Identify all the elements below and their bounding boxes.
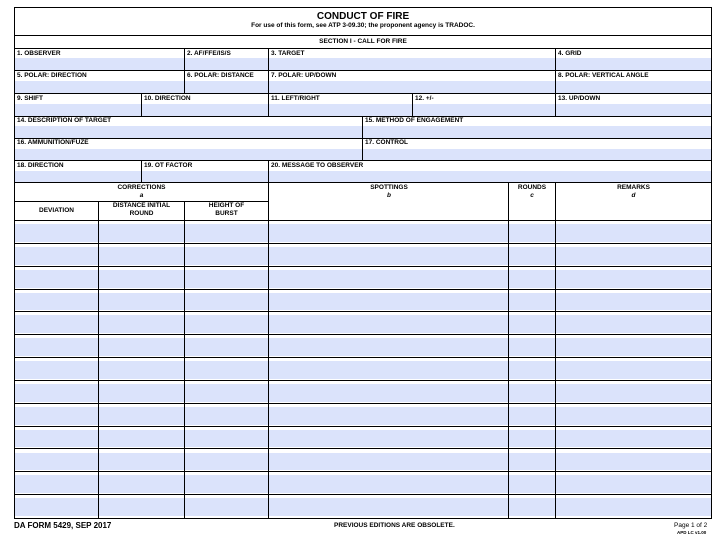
divider bbox=[15, 266, 711, 267]
height-header-line2: BURST bbox=[215, 210, 238, 217]
polar-direction-label: 5. POLAR: DIRECTION bbox=[17, 72, 87, 79]
table-row bbox=[15, 266, 711, 289]
distance-cell[interactable] bbox=[99, 247, 184, 265]
rounds-cell[interactable] bbox=[509, 270, 555, 288]
deviation-header: DEVIATION bbox=[39, 207, 74, 214]
direction-18-input[interactable] bbox=[15, 171, 141, 182]
spottings-cell[interactable] bbox=[269, 430, 508, 448]
distance-cell[interactable] bbox=[99, 475, 184, 493]
target-label: 3. TARGET bbox=[271, 50, 305, 57]
height-cell[interactable] bbox=[185, 315, 268, 333]
ammunition-fuze-input[interactable] bbox=[15, 149, 362, 160]
deviation-cell[interactable] bbox=[15, 453, 98, 471]
divider bbox=[141, 160, 142, 182]
deviation-cell[interactable] bbox=[15, 224, 98, 242]
distance-cell[interactable] bbox=[99, 498, 184, 516]
ot-factor-label: 19. OT FACTOR bbox=[144, 162, 193, 169]
remarks-letter: d bbox=[631, 192, 636, 199]
spottings-cell[interactable] bbox=[269, 293, 508, 311]
message-to-observer-label: 20. MESSAGE TO OBSERVER bbox=[271, 162, 364, 169]
page-number: Page 1 of 2 bbox=[674, 522, 708, 529]
observer-label: 1. OBSERVER bbox=[17, 50, 61, 57]
table-row bbox=[15, 334, 711, 357]
distance-cell[interactable] bbox=[99, 361, 184, 379]
message-to-observer-input[interactable] bbox=[269, 171, 711, 182]
divider bbox=[15, 48, 711, 49]
spottings-cell[interactable] bbox=[269, 361, 508, 379]
remarks-cell[interactable] bbox=[556, 384, 711, 402]
spottings-cell[interactable] bbox=[269, 453, 508, 471]
direction-18-label: 18. DIRECTION bbox=[17, 162, 64, 169]
rounds-cell[interactable] bbox=[509, 224, 555, 242]
plus-minus-input[interactable] bbox=[413, 104, 555, 116]
table-row bbox=[15, 220, 711, 243]
divider bbox=[555, 48, 556, 70]
spottings-cell[interactable] bbox=[269, 475, 508, 493]
divider bbox=[15, 334, 711, 335]
rounds-cell[interactable] bbox=[509, 293, 555, 311]
rounds-letter: c bbox=[530, 192, 534, 199]
deviation-cell[interactable] bbox=[15, 498, 98, 516]
divider bbox=[268, 160, 269, 182]
table-row bbox=[15, 243, 711, 266]
target-input[interactable] bbox=[269, 58, 555, 70]
deviation-cell[interactable] bbox=[15, 270, 98, 288]
divider bbox=[15, 116, 711, 117]
height-cell[interactable] bbox=[185, 430, 268, 448]
polar-updown-input[interactable] bbox=[269, 81, 555, 93]
divider bbox=[141, 93, 142, 116]
distance-cell[interactable] bbox=[99, 338, 184, 356]
distance-cell[interactable] bbox=[99, 224, 184, 242]
form-title: CONDUCT OF FIRE bbox=[316, 11, 410, 22]
spottings-cell[interactable] bbox=[269, 498, 508, 516]
height-header-line1: HEIGHT OF bbox=[208, 202, 245, 209]
table-row bbox=[15, 403, 711, 426]
form-frame bbox=[14, 7, 712, 519]
table-row bbox=[15, 311, 711, 334]
left-right-label: 11. LEFT/RIGHT bbox=[271, 95, 320, 102]
remarks-header: REMARKS bbox=[617, 184, 650, 191]
rounds-cell[interactable] bbox=[509, 453, 555, 471]
remarks-cell[interactable] bbox=[556, 224, 711, 242]
spottings-cell[interactable] bbox=[269, 315, 508, 333]
spottings-cell[interactable] bbox=[269, 384, 508, 402]
remarks-cell[interactable] bbox=[556, 498, 711, 516]
table-row bbox=[15, 357, 711, 380]
divider bbox=[15, 243, 711, 244]
divider bbox=[555, 93, 556, 116]
divider bbox=[15, 380, 711, 381]
remarks-cell[interactable] bbox=[556, 453, 711, 471]
divider bbox=[15, 471, 711, 472]
divider bbox=[362, 138, 363, 160]
shift-label: 9. SHIFT bbox=[17, 95, 44, 102]
description-of-target-label: 14. DESCRIPTION OF TARGET bbox=[17, 117, 112, 124]
height-cell[interactable] bbox=[185, 407, 268, 425]
af-ffe-input[interactable] bbox=[185, 58, 268, 70]
distance-cell[interactable] bbox=[99, 384, 184, 402]
corrections-header: CORRECTIONS bbox=[117, 184, 166, 191]
method-of-engagement-label: 15. METHOD OF ENGAGEMENT bbox=[365, 117, 464, 124]
divider bbox=[412, 93, 413, 116]
distance-initial-round-header bbox=[99, 202, 184, 218]
rounds-header: ROUNDS bbox=[517, 184, 547, 191]
version-label: APD LC v1.00 bbox=[677, 530, 707, 535]
rounds-cell[interactable] bbox=[509, 361, 555, 379]
rounds-cell[interactable] bbox=[509, 430, 555, 448]
divider bbox=[15, 93, 711, 94]
divider bbox=[184, 70, 185, 93]
divider bbox=[15, 311, 711, 312]
height-cell[interactable] bbox=[185, 384, 268, 402]
updown-label: 13. UP/DOWN bbox=[558, 95, 601, 102]
divider bbox=[555, 70, 556, 93]
height-cell[interactable] bbox=[185, 224, 268, 242]
divider bbox=[15, 35, 711, 36]
table-row bbox=[15, 289, 711, 312]
form-number: DA FORM 5429, SEP 2017 bbox=[14, 521, 112, 530]
rounds-cell[interactable] bbox=[509, 247, 555, 265]
divider bbox=[15, 160, 711, 161]
remarks-cell[interactable] bbox=[556, 407, 711, 425]
remarks-cell[interactable] bbox=[556, 338, 711, 356]
remarks-cell[interactable] bbox=[556, 247, 711, 265]
deviation-cell[interactable] bbox=[15, 247, 98, 265]
section-header: SECTION I - CALL FOR FIRE bbox=[319, 38, 407, 45]
divider bbox=[15, 182, 711, 183]
divider bbox=[15, 289, 711, 290]
spottings-cell[interactable] bbox=[269, 270, 508, 288]
divider bbox=[15, 138, 711, 139]
left-right-input[interactable] bbox=[269, 104, 412, 116]
method-of-engagement-input[interactable] bbox=[363, 126, 711, 138]
divider bbox=[15, 448, 711, 449]
spottings-header: SPOTTINGS bbox=[370, 184, 408, 191]
deviation-cell[interactable] bbox=[15, 475, 98, 493]
remarks-cell[interactable] bbox=[556, 315, 711, 333]
rounds-cell[interactable] bbox=[509, 407, 555, 425]
table-row bbox=[15, 471, 711, 494]
divider bbox=[268, 70, 269, 93]
control-label: 17. CONTROL bbox=[365, 139, 408, 146]
direction-label: 10. DIRECTION bbox=[144, 95, 191, 102]
distance-header-line2: ROUND bbox=[129, 210, 154, 217]
spottings-cell[interactable] bbox=[269, 247, 508, 265]
plus-minus-label: 12. +/- bbox=[415, 95, 434, 102]
divider bbox=[268, 93, 269, 116]
height-cell[interactable] bbox=[185, 475, 268, 493]
divider bbox=[15, 70, 711, 71]
polar-distance-label: 6. POLAR: DISTANCE bbox=[187, 72, 254, 79]
spottings-letter: b bbox=[387, 192, 391, 199]
height-cell[interactable] bbox=[185, 498, 268, 516]
updown-input[interactable] bbox=[556, 104, 711, 116]
height-cell[interactable] bbox=[185, 361, 268, 379]
height-cell[interactable] bbox=[185, 270, 268, 288]
rounds-cell[interactable] bbox=[509, 384, 555, 402]
divider bbox=[184, 48, 185, 70]
polar-vertical-angle-input[interactable] bbox=[556, 81, 711, 93]
height-cell[interactable] bbox=[185, 338, 268, 356]
height-cell[interactable] bbox=[185, 453, 268, 471]
deviation-cell[interactable] bbox=[15, 293, 98, 311]
spottings-cell[interactable] bbox=[269, 407, 508, 425]
divider bbox=[15, 426, 711, 427]
grid-input[interactable] bbox=[556, 58, 711, 70]
grid-label: 4. GRID bbox=[558, 50, 582, 57]
table-row bbox=[15, 426, 711, 449]
remarks-cell[interactable] bbox=[556, 475, 711, 493]
ammunition-fuze-label: 16. AMMUNITION/FUZE bbox=[17, 139, 89, 146]
polar-direction-input[interactable] bbox=[15, 81, 184, 93]
height-of-burst-header bbox=[185, 202, 268, 218]
observer-input[interactable] bbox=[15, 58, 184, 70]
distance-cell[interactable] bbox=[99, 453, 184, 471]
rounds-cell[interactable] bbox=[509, 315, 555, 333]
remarks-cell[interactable] bbox=[556, 361, 711, 379]
distance-header-line1: DISTANCE INITIAL bbox=[112, 202, 171, 209]
distance-cell[interactable] bbox=[99, 270, 184, 288]
deviation-cell[interactable] bbox=[15, 361, 98, 379]
control-input[interactable] bbox=[363, 149, 711, 160]
rounds-cell[interactable] bbox=[509, 338, 555, 356]
height-cell[interactable] bbox=[185, 293, 268, 311]
polar-vertical-angle-label: 8. POLAR: VERTICAL ANGLE bbox=[558, 72, 649, 79]
deviation-cell[interactable] bbox=[15, 338, 98, 356]
remarks-cell[interactable] bbox=[556, 270, 711, 288]
divider bbox=[362, 116, 363, 138]
description-of-target-input[interactable] bbox=[15, 126, 362, 138]
corrections-letter: a bbox=[139, 192, 144, 199]
divider bbox=[15, 494, 711, 495]
ot-factor-input[interactable] bbox=[142, 171, 268, 182]
spottings-cell[interactable] bbox=[269, 338, 508, 356]
form-subtitle: For use of this form, see ATP 3-09.30; the proponent agency is TRADOC. bbox=[251, 22, 475, 29]
distance-cell[interactable] bbox=[99, 315, 184, 333]
divider bbox=[15, 403, 711, 404]
af-ffe-label: 2. AF/FFE/IS/S bbox=[187, 50, 231, 57]
deviation-cell[interactable] bbox=[15, 315, 98, 333]
deviation-cell[interactable] bbox=[15, 384, 98, 402]
divider bbox=[15, 357, 711, 358]
distance-cell[interactable] bbox=[99, 430, 184, 448]
editions-note: PREVIOUS EDITIONS ARE OBSOLETE. bbox=[334, 522, 455, 529]
deviation-cell[interactable] bbox=[15, 407, 98, 425]
height-cell[interactable] bbox=[185, 247, 268, 265]
table-row bbox=[15, 448, 711, 471]
divider bbox=[268, 48, 269, 70]
rounds-cell[interactable] bbox=[509, 498, 555, 516]
table-row bbox=[15, 380, 711, 403]
table-row bbox=[15, 494, 711, 517]
deviation-cell[interactable] bbox=[15, 430, 98, 448]
rounds-cell[interactable] bbox=[509, 475, 555, 493]
distance-cell[interactable] bbox=[99, 293, 184, 311]
remarks-cell[interactable] bbox=[556, 293, 711, 311]
polar-updown-label: 7. POLAR: UP/DOWN bbox=[271, 72, 337, 79]
shift-input[interactable] bbox=[15, 104, 141, 116]
direction-input[interactable] bbox=[142, 104, 268, 116]
distance-cell[interactable] bbox=[99, 407, 184, 425]
spottings-cell[interactable] bbox=[269, 224, 508, 242]
polar-distance-input[interactable] bbox=[185, 81, 268, 93]
remarks-cell[interactable] bbox=[556, 430, 711, 448]
